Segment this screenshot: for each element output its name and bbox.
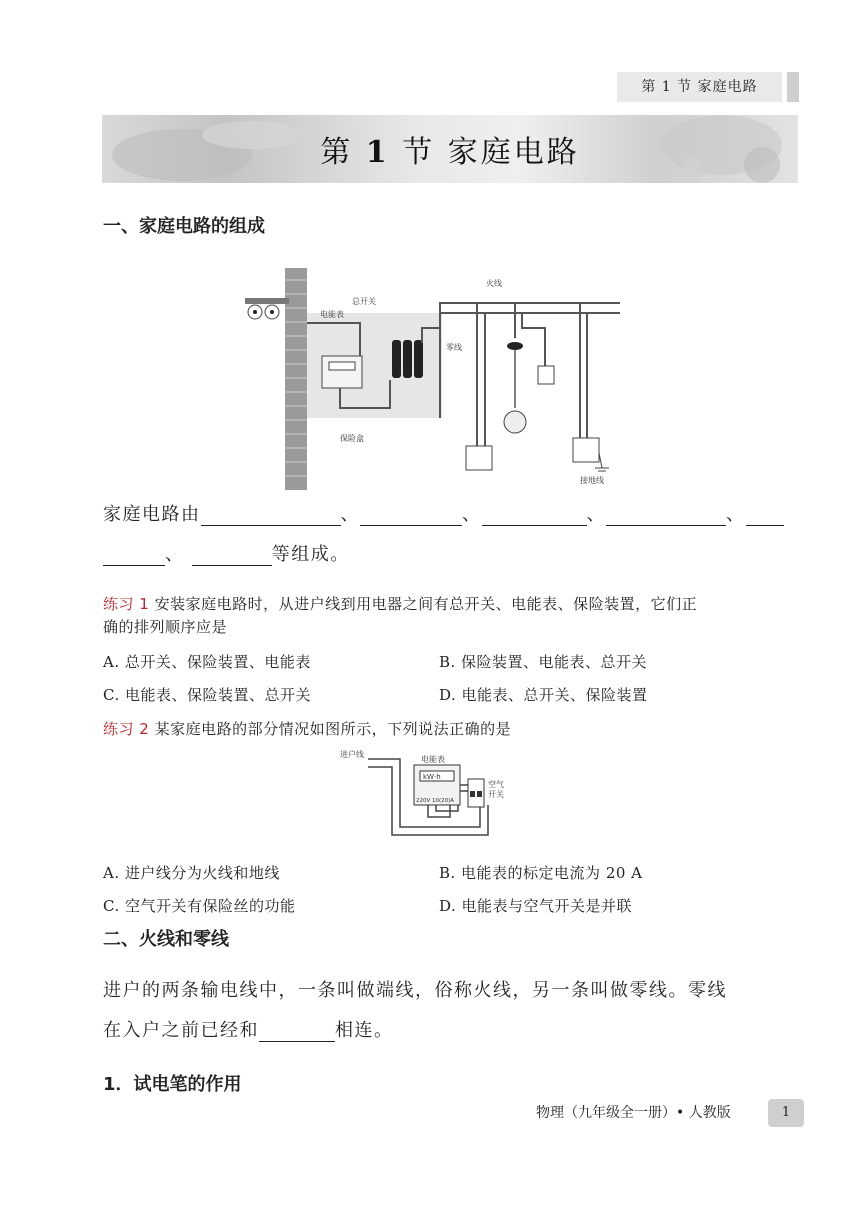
- subsection-title: 1．试电笔的作用: [103, 1074, 242, 1095]
- exercise-1-stem: 练习 1 安装家庭电路时，从进户线到用电器之间有总开关、电能表、保险装置，它们正 确的排列顺序应是: [103, 595, 698, 636]
- exercise-1-option-c[interactable]: C. 电能表、保险装置、总开关: [103, 686, 311, 704]
- answer-blank-1[interactable]: [201, 505, 341, 526]
- exercise-2-option-b[interactable]: B. 电能表的标定电流为 20 A: [439, 864, 643, 882]
- exercise-2-option-a[interactable]: A. 进户线分为火线和地线: [103, 864, 280, 882]
- meter-rating-label: 220V 10(20)A: [416, 798, 455, 804]
- fill-in-sentence-line2: 、 等组成。: [103, 540, 350, 566]
- exercise-1-label: 练习 1: [103, 595, 150, 613]
- section-2-paragraph-line1: 进户的两条输电线中，一条叫做端线，俗称火线，另一条叫做零线。零线: [103, 980, 727, 1001]
- header-accent-bar: [787, 72, 799, 102]
- incoming-line-label: 进户线: [340, 750, 364, 759]
- page-number: 1: [768, 1099, 804, 1127]
- answer-blank-6[interactable]: [192, 545, 272, 566]
- exercise-2-label: 练习 2: [103, 720, 150, 738]
- answer-blank-5-part2[interactable]: [103, 545, 165, 566]
- exercise-1-option-b[interactable]: B. 保险装置、电能表、总开关: [439, 653, 648, 671]
- running-header: 第 1 节 家庭电路: [617, 72, 782, 102]
- footer-book-title: 物理（九年级全一册）• 人教版: [536, 1105, 731, 1121]
- answer-blank-4[interactable]: [606, 505, 726, 526]
- air-switch-label-2: 开关: [488, 790, 504, 799]
- household-circuit-figure: [240, 268, 620, 493]
- meter-switch-figure: [338, 745, 523, 845]
- exercise-1-option-a[interactable]: A. 总开关、保险装置、电能表: [103, 653, 311, 671]
- section-title-2: 二、火线和零线: [103, 929, 229, 950]
- neutral-wire-label: 零线: [446, 343, 462, 352]
- chapter-title: 第 1 节 家庭电路: [320, 135, 580, 170]
- exercise-2-option-c[interactable]: C. 空气开关有保险丝的功能: [103, 897, 296, 915]
- exercise-1-option-d[interactable]: D. 电能表、总开关、保险装置: [439, 686, 648, 704]
- answer-blank-2[interactable]: [360, 505, 462, 526]
- section-2-paragraph-line2: 在入户之前已经和 相连。: [103, 1020, 394, 1041]
- fill-in-sentence: 家庭电路由 、 、 、 、: [103, 500, 784, 526]
- ground-wire-label: 接地线: [580, 476, 604, 485]
- live-wire-label: 火线: [486, 279, 502, 288]
- meter-unit-label: kW·h: [423, 773, 441, 781]
- chapter-banner: [102, 115, 798, 183]
- meter-label: 电能表: [320, 310, 344, 319]
- fuse-box-label: 保险盒: [340, 434, 364, 443]
- answer-blank-7[interactable]: [259, 1021, 335, 1042]
- meter-label-2: 电能表: [421, 755, 445, 764]
- answer-blank-5-part1[interactable]: [746, 505, 784, 526]
- exercise-2-option-d[interactable]: D. 电能表与空气开关是并联: [439, 897, 633, 915]
- air-switch-label-1: 空气: [488, 780, 504, 789]
- section-title: 一、家庭电路的组成: [103, 216, 265, 237]
- main-switch-label: 总开关: [352, 297, 376, 306]
- exercise-2-stem: 练习 2 某家庭电路的部分情况如图所示，下列说法正确的是: [103, 720, 512, 738]
- answer-blank-3[interactable]: [482, 505, 587, 526]
